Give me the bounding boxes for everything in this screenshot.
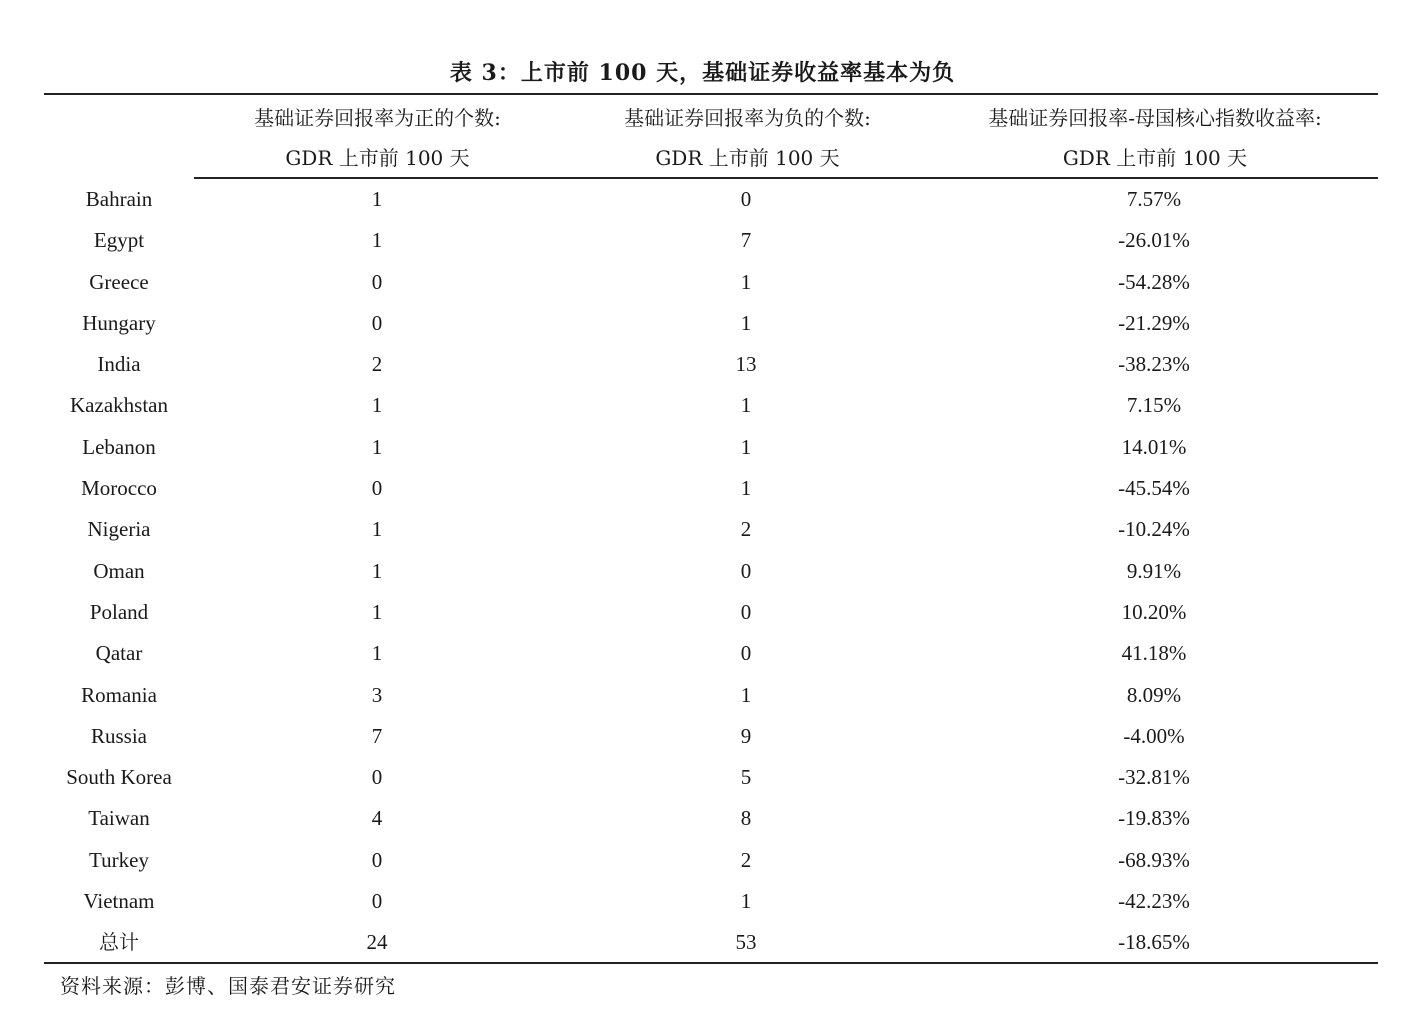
header-excess-line2: GDR 上市前 100 天 [1062,146,1248,170]
excess-return-cell: -42.23% [1118,889,1190,914]
table-title: 表 3：上市前 100 天，基础证券收益率基本为负 [449,60,956,86]
header-negative-line2: GDR 上市前 100 天 [655,146,840,170]
excess-return-cell: -54.28% [1118,269,1190,294]
country-cell: Egypt [93,228,145,253]
negative-count-cell: 1 [740,393,752,418]
table-row [44,220,1378,261]
excess-return-cell: -19.83% [1118,806,1190,831]
positive-count-cell: 1 [371,434,383,459]
positive-count-cell: 1 [371,517,383,542]
excess-return-cell: -32.81% [1118,765,1190,790]
negative-count-cell: 8 [740,806,752,831]
country-cell: Hungary [82,310,156,335]
country-cell: Romania [81,682,157,707]
positive-count-cell: 7 [371,723,383,748]
excess-return-cell: 7.15% [1126,393,1182,418]
total-row [44,922,1378,963]
header-negative-count [565,102,930,176]
positive-count-cell: 1 [371,558,383,583]
positive-count-cell: 2 [371,352,383,377]
excess-return-cell: 14.01% [1121,434,1187,459]
header-positive-line2: GDR 上市前 100 天 [285,146,470,170]
source-note: 资料来源：彭博、国泰君安证券研究 [60,974,396,998]
positive-count-cell: 0 [371,889,383,914]
negative-count-cell: 0 [740,599,752,624]
country-cell: Vietnam [83,889,155,914]
header-excess-line1: 基础证券回报率-母国核心指数收益率: [988,106,1322,130]
negative-count-cell: 1 [740,434,752,459]
excess-return-cell: -38.23% [1118,352,1190,377]
positive-count-cell: 1 [371,641,383,666]
bottom-rule [44,962,1378,964]
excess-return-cell: -26.01% [1118,228,1190,253]
table-body [44,179,1378,964]
country-cell: India [97,352,141,377]
negative-count-cell: 0 [740,641,752,666]
table-row [44,840,1378,881]
header-negative-line1: 基础证券回报率为负的个数: [624,106,871,130]
positive-count-cell: 0 [371,476,383,501]
positive-count-cell: 1 [371,187,383,211]
country-cell: Kazakhstan [70,393,168,418]
table-row [44,344,1378,385]
negative-count-cell: 0 [740,558,752,583]
excess-return-cell: 10.20% [1121,599,1187,624]
excess-return-cell: -10.24% [1118,517,1190,542]
negative-count-cell: 0 [740,187,752,211]
country-cell: Lebanon [82,434,156,459]
table-row [44,798,1378,839]
table-row [44,303,1378,344]
negative-count-cell: 9 [740,723,752,748]
country-cell: Qatar [95,641,143,666]
table-row [44,757,1378,798]
table-row [44,427,1378,468]
table-row [44,633,1378,674]
country-cell: South Korea [66,765,172,790]
positive-count-cell: 1 [371,393,383,418]
table-row [44,179,1378,220]
table-row [44,509,1378,550]
total-positive-cell: 24 [366,930,388,955]
top-rule [44,93,1378,95]
total-negative-cell: 53 [735,930,757,955]
negative-count-cell: 7 [740,228,752,253]
total-label-cell: 总计 [99,930,139,955]
country-cell: Morocco [81,476,157,501]
positive-count-cell: 0 [371,269,383,294]
positive-count-cell: 0 [371,310,383,335]
negative-count-cell: 2 [740,517,752,542]
total-excess-cell: -18.65% [1118,930,1190,955]
header-positive-count [195,102,560,176]
negative-count-cell: 1 [740,269,752,294]
country-cell: Taiwan [88,806,150,831]
country-cell: Bahrain [85,187,153,211]
negative-count-cell: 13 [735,352,757,377]
table-row [44,675,1378,716]
negative-count-cell: 1 [740,682,752,707]
negative-count-cell: 2 [740,847,752,872]
negative-count-cell: 1 [740,476,752,501]
table-row [44,592,1378,633]
excess-return-cell: -45.54% [1118,476,1190,501]
positive-count-cell: 3 [371,682,383,707]
country-cell: Turkey [89,847,149,872]
header-positive-line1: 基础证券回报率为正的个数: [254,106,501,130]
excess-return-cell: 8.09% [1126,682,1182,707]
table-row [44,385,1378,426]
negative-count-cell: 1 [740,310,752,335]
excess-return-cell: 41.18% [1121,641,1187,666]
positive-count-cell: 4 [371,806,383,831]
positive-count-cell: 0 [371,847,383,872]
header-excess-return [935,102,1375,176]
table-row [44,881,1378,922]
excess-return-cell: -21.29% [1118,310,1190,335]
excess-return-cell: 7.57% [1126,187,1182,211]
country-cell: Russia [90,723,147,748]
positive-count-cell: 1 [371,228,383,253]
country-cell: Greece [89,269,149,294]
country-cell: Nigeria [87,517,151,542]
excess-return-cell: 9.91% [1126,558,1182,583]
country-cell: Oman [93,558,145,583]
table-row [44,262,1378,303]
country-cell: Poland [89,599,149,624]
negative-count-cell: 1 [740,889,752,914]
positive-count-cell: 0 [371,765,383,790]
table-row [44,716,1378,757]
excess-return-cell: -68.93% [1118,847,1190,872]
table-row [44,468,1378,509]
table-row [44,551,1378,592]
negative-count-cell: 5 [740,765,752,790]
positive-count-cell: 1 [371,599,383,624]
excess-return-cell: -4.00% [1123,723,1185,748]
